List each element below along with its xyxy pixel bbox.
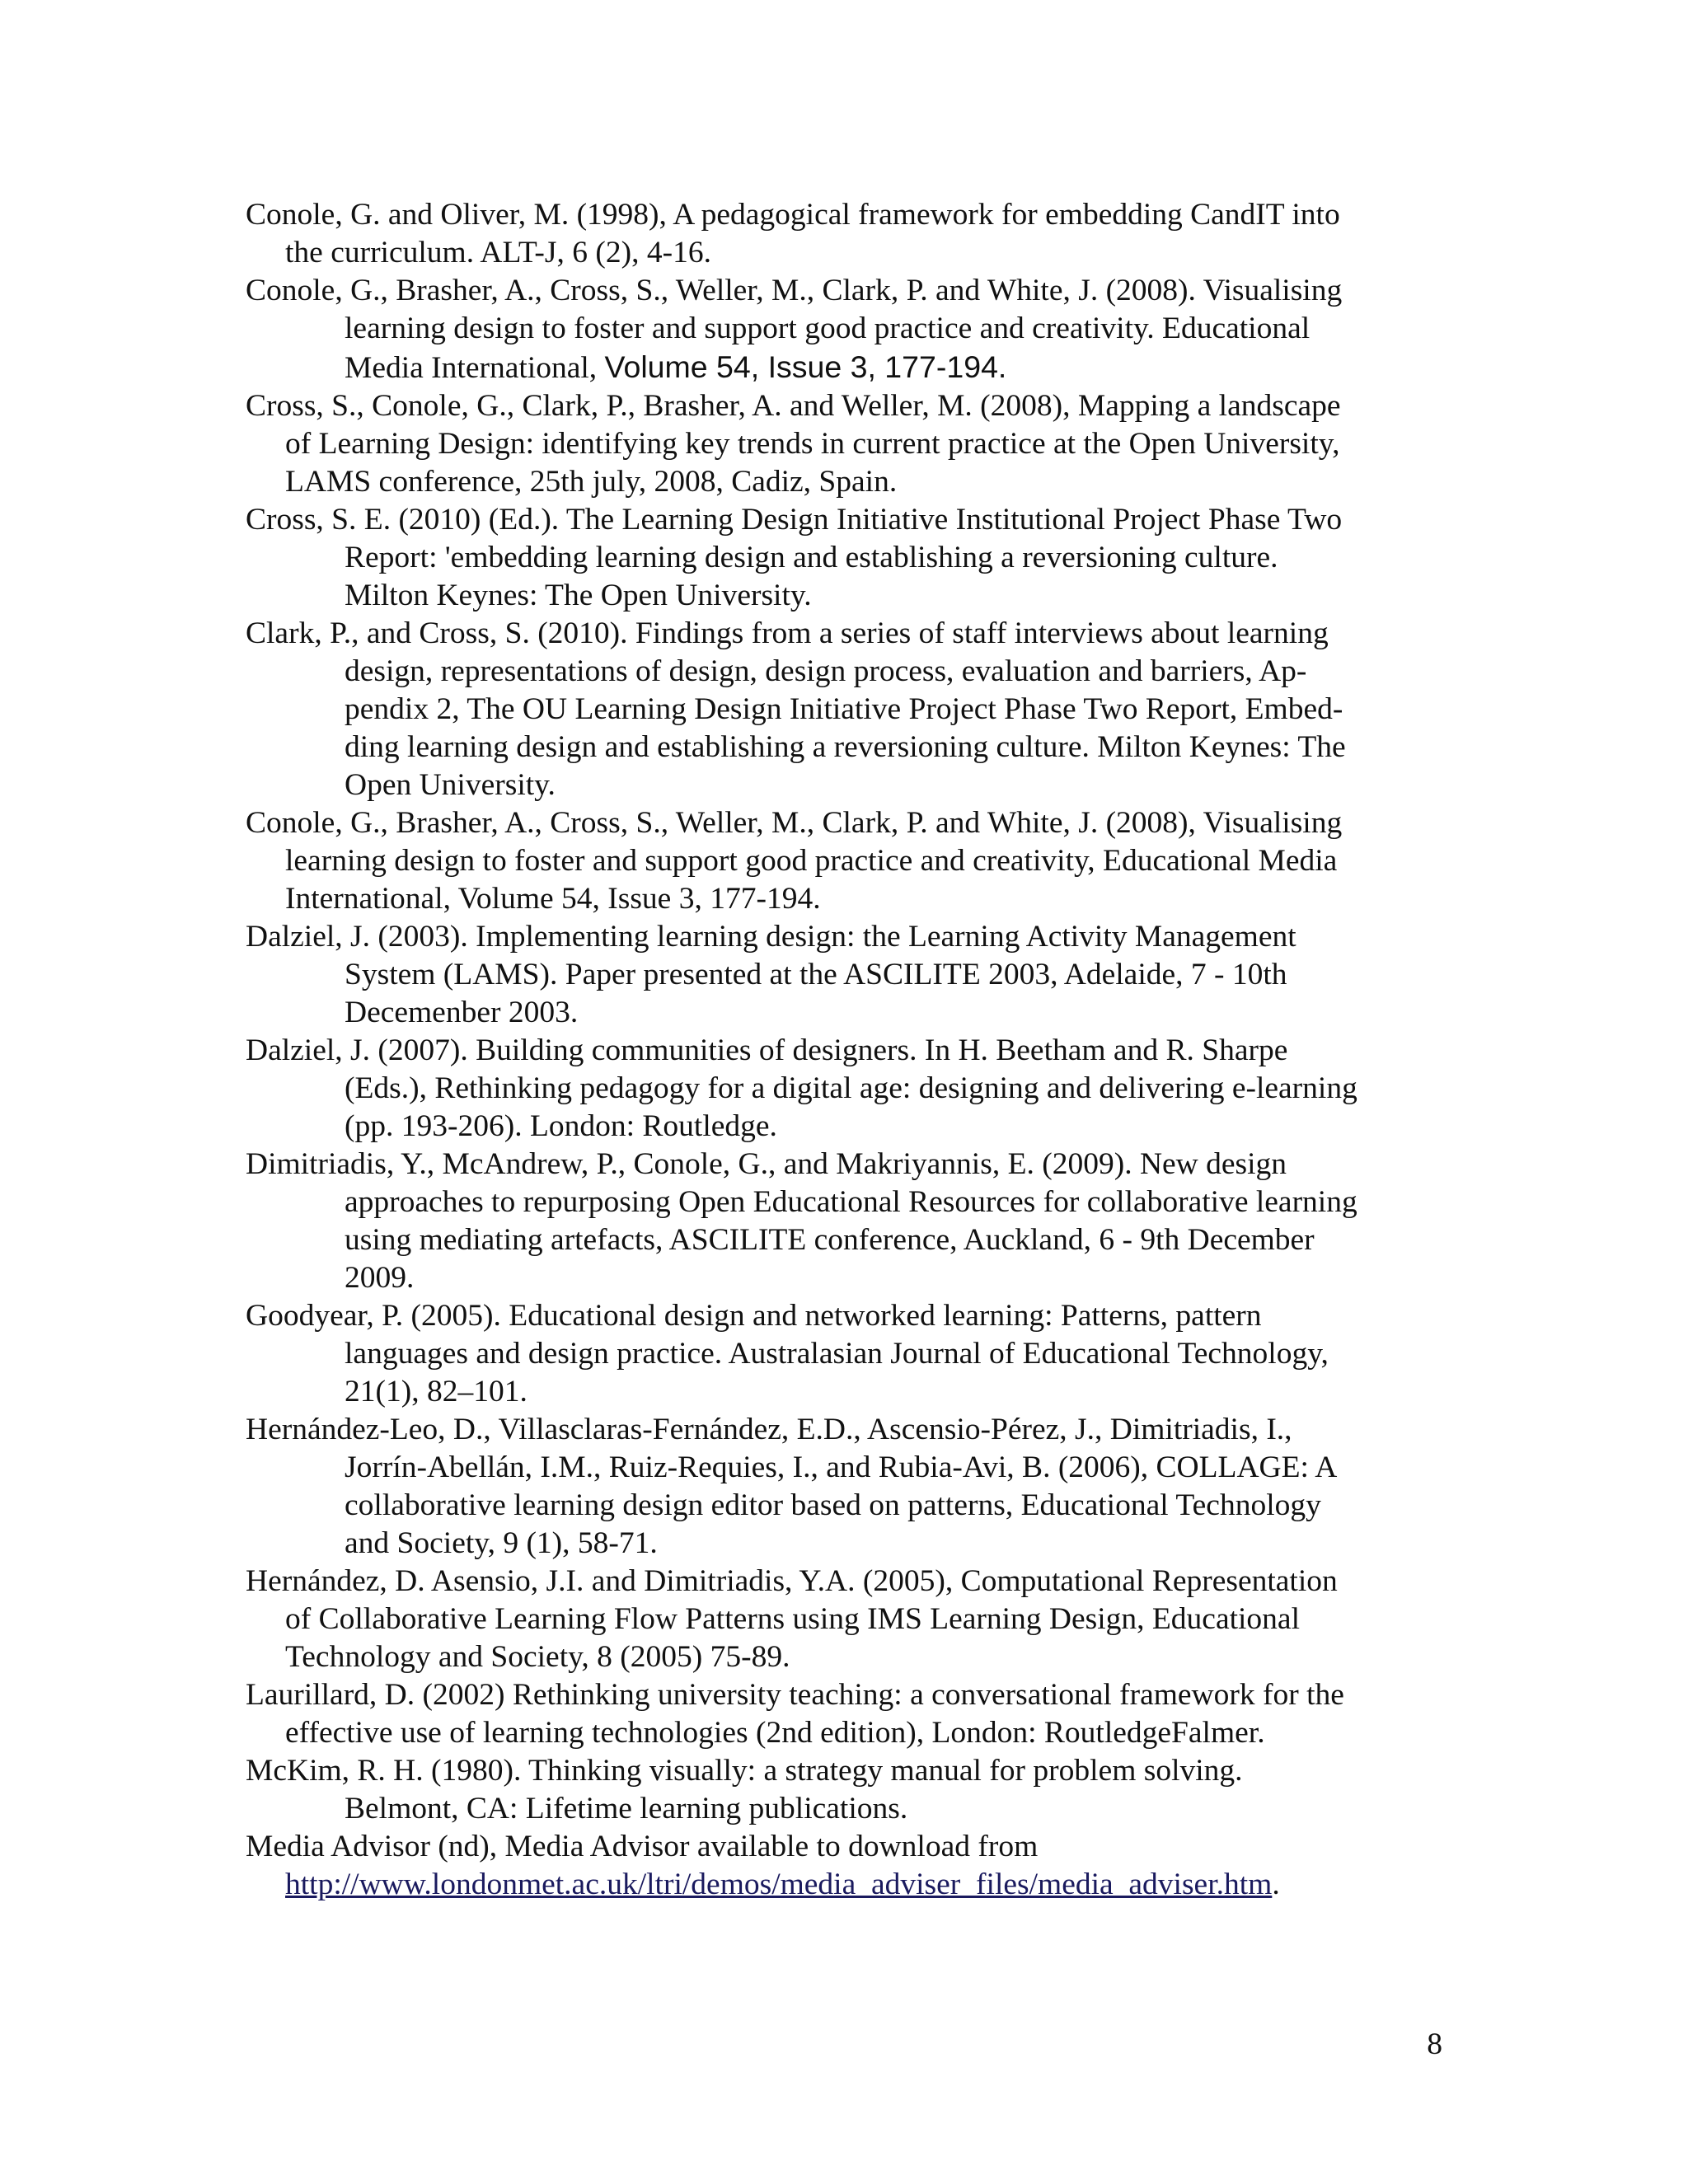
reference-line: Open University. <box>345 768 556 802</box>
reference-entry <box>246 1563 1449 1676</box>
reference-line: Hernández-Leo, D., Villasclaras-Fernández, E.D., Ascensio-Pérez, J., Dimitriadis, I., <box>246 1413 1292 1446</box>
reference-line: Goodyear, P. (2005). Educational design and networked learning: Patterns, pattern <box>246 1299 1262 1333</box>
reference-entry <box>246 1828 1449 1904</box>
reference-text: . <box>1272 1868 1280 1901</box>
reference-line: 2009. <box>345 1261 415 1295</box>
reference-line: Jorrín-Abellán, I.M., Ruiz-Requies, I., and Rubia-Avi, B. (2006), COLLAGE: A <box>345 1451 1338 1484</box>
reference-line: ding learning design and establishing a reversioning culture. Milton Keynes: The <box>345 730 1346 764</box>
reference-line: collaborative learning design editor based on patterns, Educational Technology <box>345 1488 1321 1522</box>
reference-line: the curriculum. ALT-J, 6 (2), 4-16. <box>285 236 711 269</box>
reference-line: pendix 2, The OU Learning Design Initiative Project Phase Two Report, Embed- <box>345 692 1343 726</box>
reference-line: of Learning Design: identifying key trends in current practice at the Open University, <box>285 427 1340 461</box>
reference-line: learning design to foster and support good practice and creativity. Educational <box>345 312 1311 345</box>
reference-entry <box>246 387 1449 501</box>
reference-line: Milton Keynes: The Open University. <box>345 579 812 612</box>
reference-entry <box>246 615 1449 804</box>
reference-volume-text: Volume 54, Issue 3, 177-194. <box>604 349 1007 384</box>
reference-line: Dimitriadis, Y., McAndrew, P., Conole, G., and Makriyannis, E. (2009). New design <box>246 1147 1287 1181</box>
reference-entry <box>246 1297 1449 1411</box>
reference-line: Decemenber 2003. <box>345 996 579 1029</box>
reference-line: (Eds.), Rethinking pedagogy for a digital age: designing and delivering e-learning <box>345 1071 1357 1105</box>
reference-line: Conole, G., Brasher, A., Cross, S., Weller, M., Clark, P. and White, J. (2008). Visualising <box>246 274 1343 307</box>
reference-line: LAMS conference, 25th july, 2008, Cadiz, Spain. <box>285 465 898 499</box>
reference-line: Hernández, D. Asensio, J.I. and Dimitriadis, Y.A. (2005), Computational Representation <box>246 1564 1338 1598</box>
reference-entry <box>246 1752 1449 1828</box>
reference-line <box>246 348 1449 387</box>
reference-line: System (LAMS). Paper presented at the ASCILITE 2003, Adelaide, 7 - 10th <box>345 958 1287 991</box>
reference-line: learning design to foster and support good practice and creativity, Educational Media <box>285 844 1338 878</box>
reference-line: Report: 'embedding learning design and establishing a reversioning culture. <box>345 541 1278 574</box>
reference-entry <box>246 1676 1449 1752</box>
references-list <box>246 196 1449 1904</box>
reference-line: Conole, G., Brasher, A., Cross, S., Weller, M., Clark, P. and White, J. (2008), Visualising <box>246 806 1343 840</box>
reference-line: approaches to repurposing Open Educational Resources for collaborative learning <box>345 1185 1357 1219</box>
reference-line: effective use of learning technologies (2nd edition), London: RoutledgeFalmer. <box>285 1716 1265 1750</box>
reference-line: Media Advisor (nd), Media Advisor available to download from <box>246 1830 1039 1863</box>
page-number: 8 <box>1427 2027 1442 2061</box>
reference-line: Laurillard, D. (2002) Rethinking university teaching: a conversational framework for the <box>246 1678 1344 1712</box>
reference-line: languages and design practice. Australasian Journal of Educational Technology, <box>345 1337 1329 1371</box>
reference-entry <box>246 1032 1449 1146</box>
reference-entry <box>246 1146 1449 1297</box>
reference-line: and Society, 9 (1), 58-71. <box>345 1526 658 1560</box>
reference-line: using mediating artefacts, ASCILITE conference, Auckland, 6 - 9th December <box>345 1223 1315 1257</box>
reference-line: Cross, S. E. (2010) (Ed.). The Learning Design Initiative Institutional Project Phase Two <box>246 503 1343 537</box>
reference-line: 21(1), 82–101. <box>345 1375 528 1408</box>
reference-line: International, Volume 54, Issue 3, 177-194. <box>285 882 821 916</box>
reference-line: (pp. 193-206). London: Routledge. <box>345 1109 777 1143</box>
reference-line: Technology and Society, 8 (2005) 75-89. <box>285 1640 790 1674</box>
reference-line: Clark, P., and Cross, S. (2010). Findings from a series of staff interviews about learning <box>246 616 1329 650</box>
reference-line: McKim, R. H. (1980). Thinking visually: a strategy manual for problem solving. <box>246 1754 1243 1788</box>
reference-line: Belmont, CA: Lifetime learning publications. <box>345 1792 908 1825</box>
reference-entry <box>246 804 1449 918</box>
reference-entry <box>246 501 1449 615</box>
reference-text: Media International, <box>345 351 605 385</box>
reference-line: Cross, S., Conole, G., Clark, P., Brasher, A. and Weller, M. (2008), Mapping a landscape <box>246 389 1341 423</box>
reference-line: Dalziel, J. (2003). Implementing learning design: the Learning Activity Management <box>246 920 1296 954</box>
reference-entry <box>246 196 1449 272</box>
reference-entry <box>246 272 1449 387</box>
reference-line: Dalziel, J. (2007). Building communities of designers. In H. Beetham and R. Sharpe <box>246 1033 1288 1067</box>
reference-line <box>246 1866 1449 1904</box>
reference-entry <box>246 1411 1449 1563</box>
reference-entry <box>246 918 1449 1032</box>
reference-line: of Collaborative Learning Flow Patterns using IMS Learning Design, Educational <box>285 1602 1300 1636</box>
reference-line: Conole, G. and Oliver, M. (1998), A pedagogical framework for embedding CandIT into <box>246 198 1340 232</box>
download-link[interactable]: http://www.londonmet.ac.uk/ltri/demos/media_adviser_files/media_adviser.htm <box>285 1868 1273 1901</box>
reference-line: design, representations of design, design process, evaluation and barriers, Ap- <box>345 654 1307 688</box>
